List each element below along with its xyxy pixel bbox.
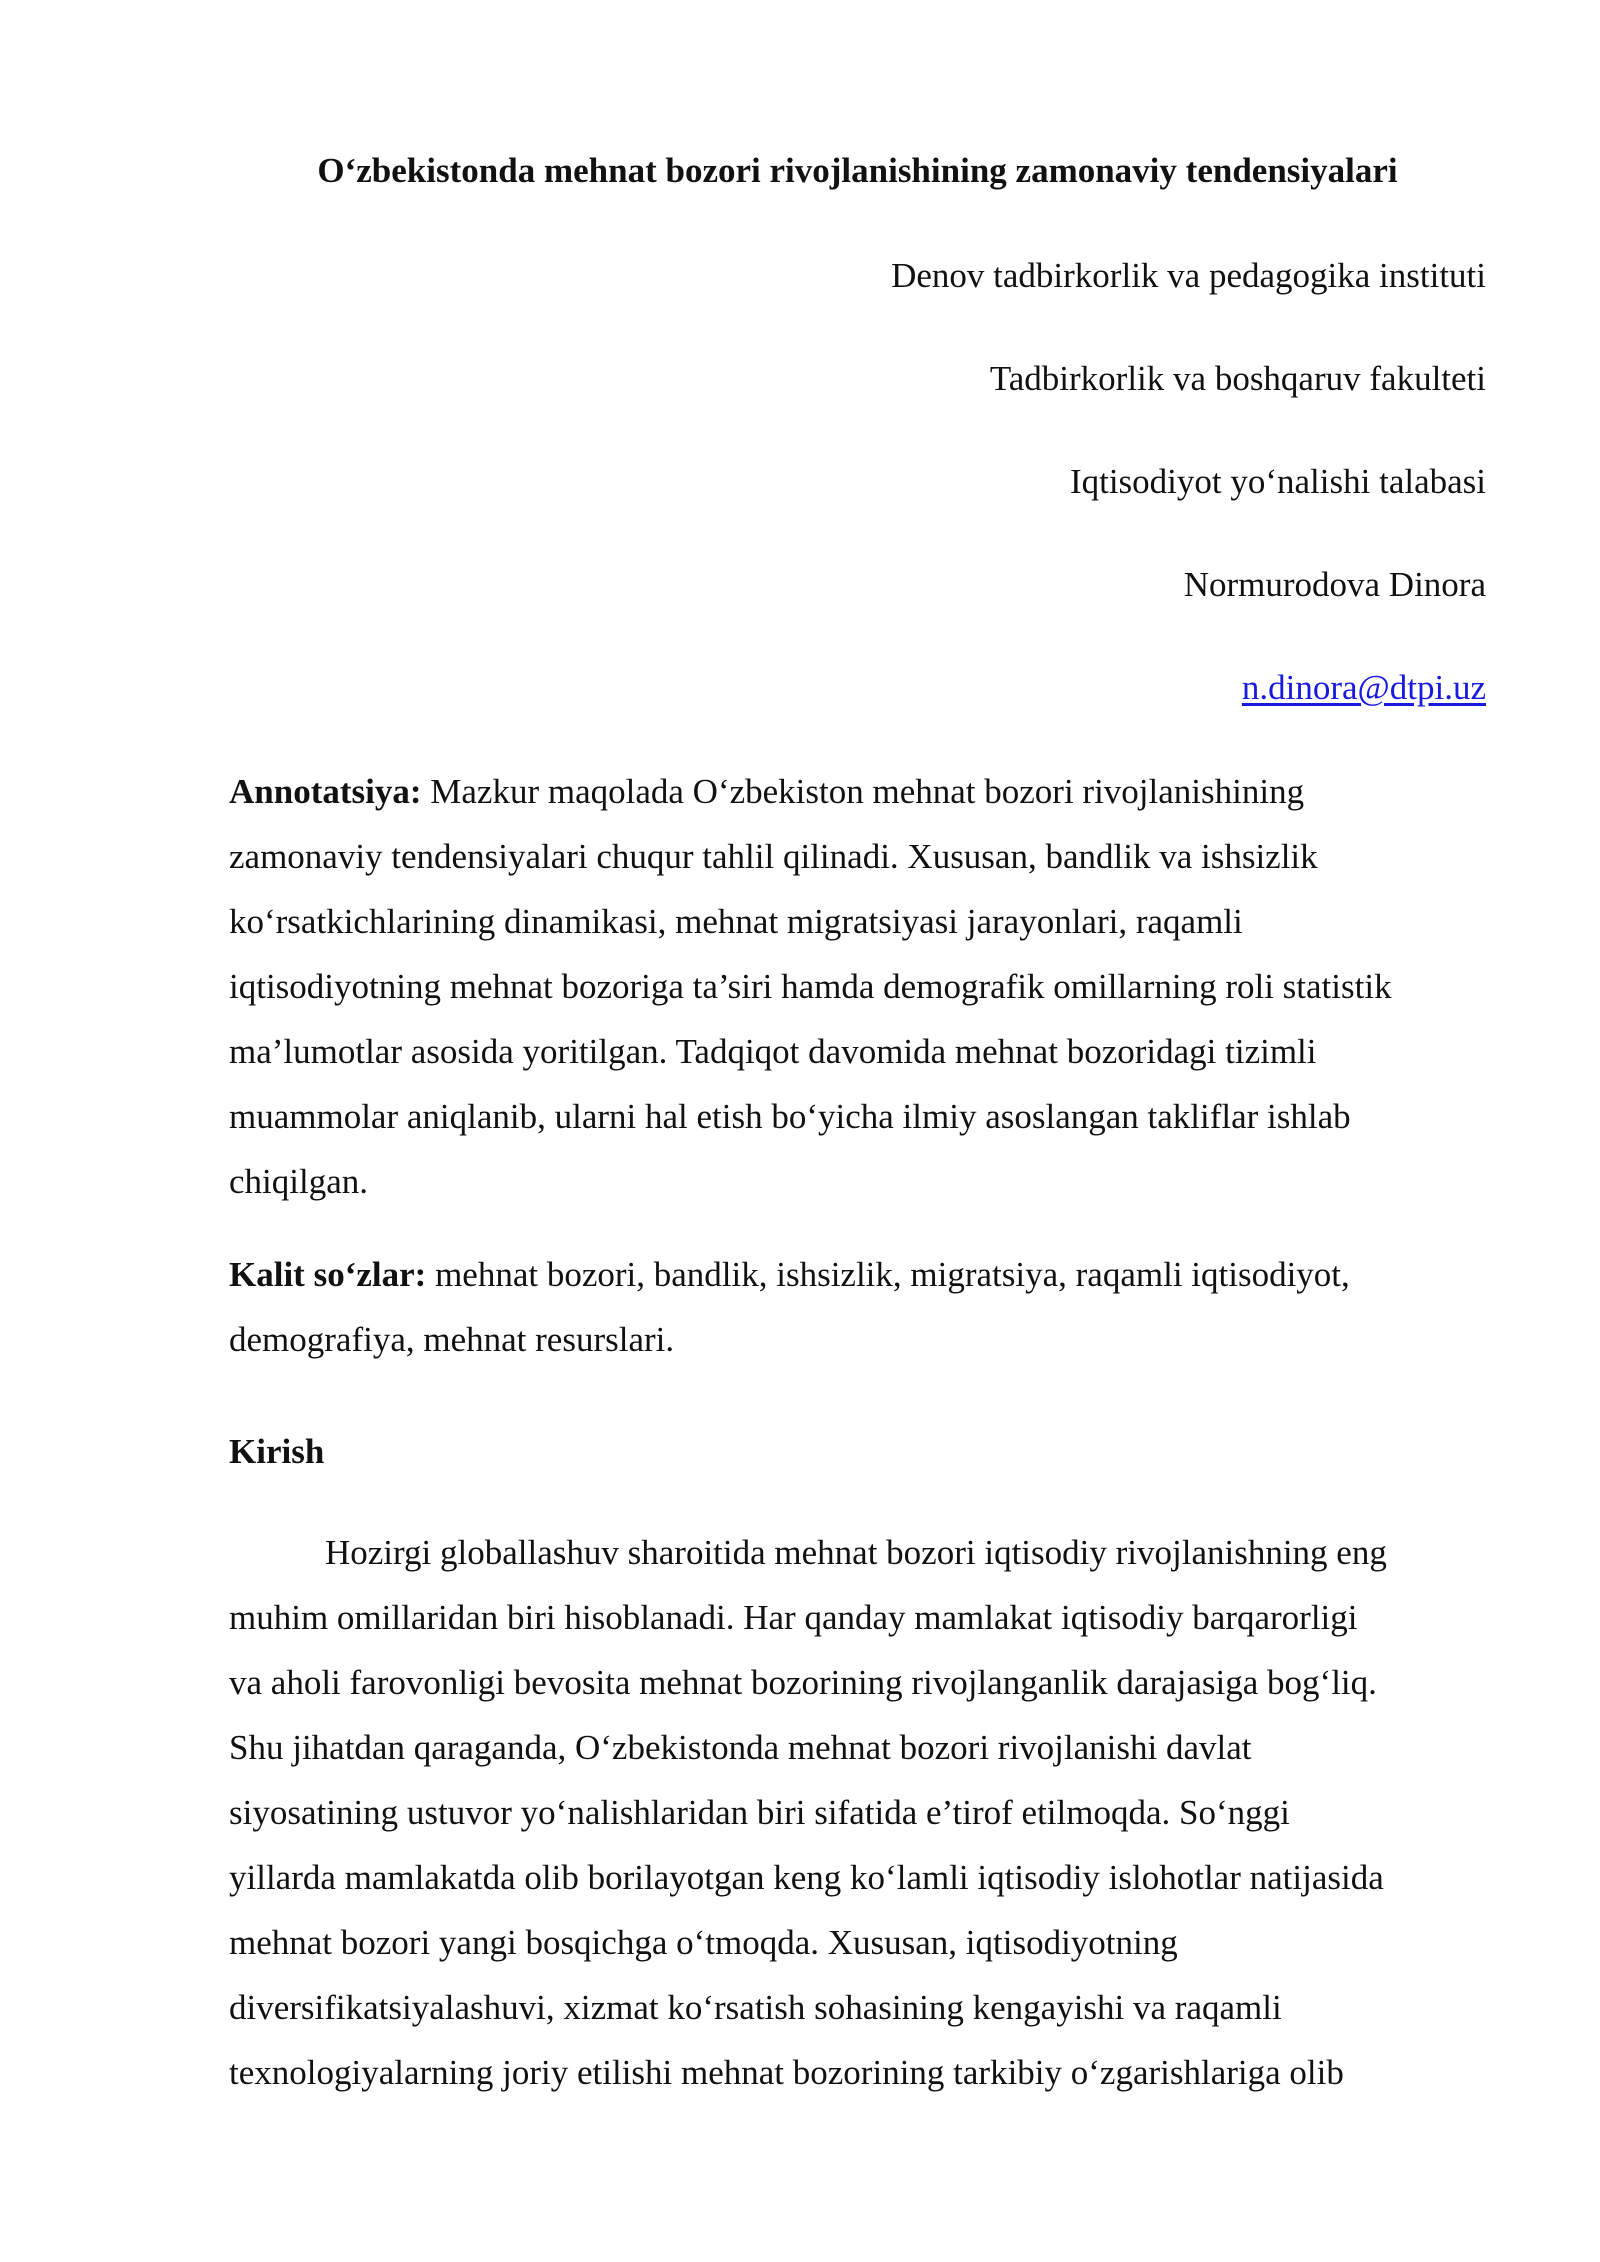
article-title: O‘zbekistonda mehnat bozori rivojlanishining zamonaviy tendensiyalari — [317, 151, 1398, 190]
abstract-paragraph — [229, 759, 1486, 1214]
abstract-line: ko‘rsatkichlarining dinamikasi, mehnat migratsiyasi jarayonlari, raqamli — [229, 902, 1243, 941]
body-line: Shu jihatdan qaraganda, O‘zbekistonda mehnat bozori rivojlanishi davlat — [229, 1728, 1252, 1767]
author-email-link[interactable]: n.dinora@dtpi.uz — [1241, 668, 1486, 707]
keywords-text: mehnat bozori, bandlik, ishsizlik, migratsiya, raqamli iqtisodiyot, — [426, 1255, 1350, 1294]
institute-name: Denov tadbirkorlik va pedagogika instituti — [891, 256, 1486, 295]
abstract-line — [229, 759, 1486, 824]
keywords-line — [229, 1242, 1486, 1307]
body-line: Hozirgi globallashuv sharoitida mehnat bozori iqtisodiy rivojlanishning eng — [325, 1533, 1387, 1572]
body-line: mehnat bozori yangi bosqichga o‘tmoqda. Xususan, iqtisodiyotning — [229, 1923, 1178, 1962]
keywords-paragraph — [229, 1242, 1486, 1372]
abstract-line: zamonaviy tendensiyalari chuqur tahlil qilinadi. Xususan, bandlik va ishsizlik — [229, 837, 1318, 876]
body-line: muhim omillaridan biri hisoblanadi. Har qanday mamlakat iqtisodiy barqarorligi — [229, 1598, 1358, 1637]
body-line: va aholi farovonligi bevosita mehnat bozorining rivojlanganlik darajasiga bog‘liq. — [229, 1663, 1377, 1702]
abstract-line: muammolar aniqlanib, ularni hal etish bo‘yicha ilmiy asoslangan takliflar ishlab — [229, 1097, 1351, 1136]
introduction-paragraph — [229, 1520, 1486, 2105]
author-email-line — [229, 666, 1486, 710]
abstract-label: Annotatsiya: — [229, 772, 422, 811]
section-heading-introduction: Kirish — [229, 1432, 325, 1471]
abstract-line: ma’lumotlar asosida yoritilgan. Tadqiqot davomida mehnat bozoridagi tizimli — [229, 1032, 1317, 1071]
abstract-line: chiqilgan. — [229, 1162, 368, 1201]
abstract-line: iqtisodiyotning mehnat bozoriga ta’siri hamda demografik omillarning roli statistik — [229, 967, 1392, 1006]
body-line: texnologiyalarning joriy etilishi mehnat bozorining tarkibiy o‘zgarishlariga olib — [229, 2053, 1344, 2092]
body-line: siyosatining ustuvor yo‘nalishlaridan biri sifatida e’tirof etilmoqda. So‘nggi — [229, 1793, 1290, 1832]
author-name: Normurodova Dinora — [1183, 565, 1486, 604]
body-line: diversifikatsiyalashuvi, xizmat ko‘rsatish sohasining kengayishi va raqamli — [229, 1988, 1282, 2027]
author-position: Iqtisodiyot yo‘nalishi talabasi — [1069, 462, 1486, 501]
body-line: yillarda mamlakatda olib borilayotgan keng ko‘lamli iqtisodiy islohotlar natijasida — [229, 1858, 1384, 1897]
keywords-label: Kalit so‘zlar: — [229, 1255, 427, 1294]
abstract-text: Mazkur maqolada O‘zbekiston mehnat bozori rivojlanishining — [421, 772, 1305, 811]
keywords-line: demografiya, mehnat resurslari. — [229, 1320, 675, 1359]
faculty-name: Tadbirkorlik va boshqaruv fakulteti — [989, 359, 1486, 398]
